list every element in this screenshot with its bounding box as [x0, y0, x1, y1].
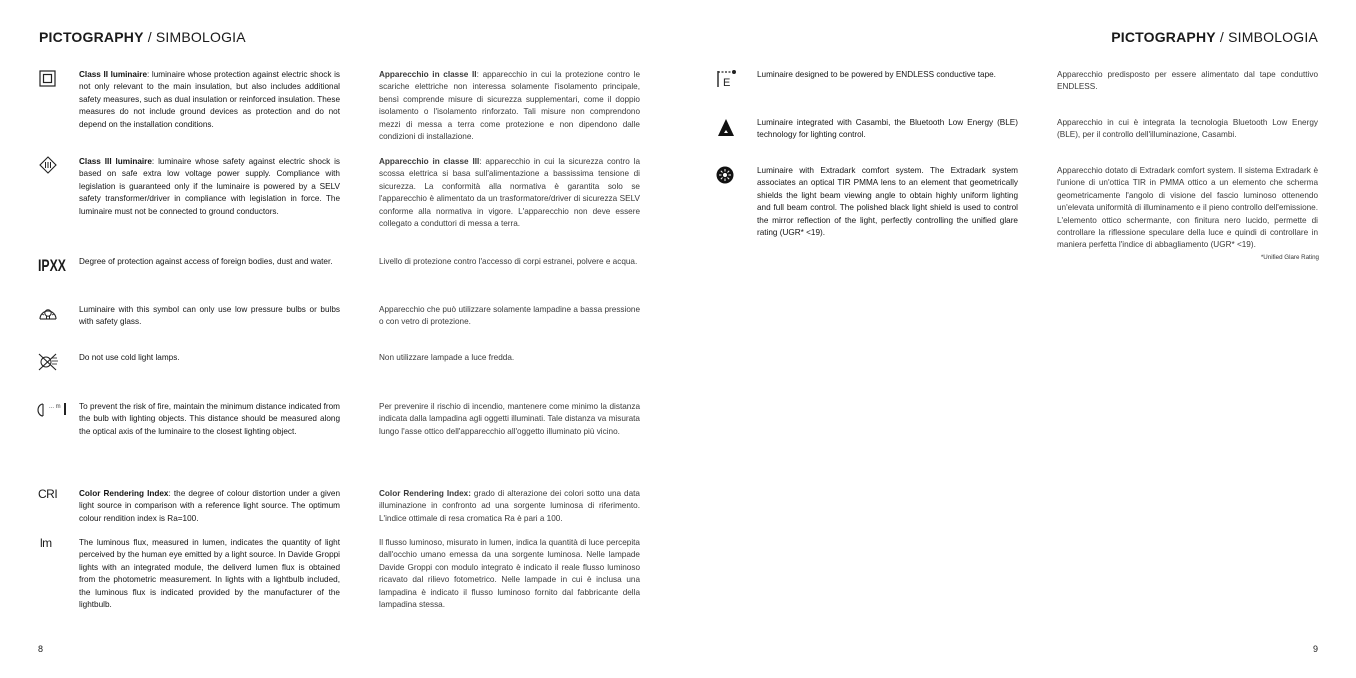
it-text: Apparecchio dotato di Extradark comfort system. Il sistema Extradark è l'unione di un'ottica TIR in PMMA ottico a un elemento che scherma geometricamente l'angolo di visione del fascio luminoso ottenendo un'elevata uniformità di illuminamento e il pieno controllo dell'emissione. L'elemento ottico schermante, con finitura nero lucido, permette di controllare la riflessione speculare della luce e quindi di controllare in maniera perfetta l'indice di abbagliamento (UGR* <19). — [1057, 166, 1318, 250]
en-description — [757, 165, 1018, 239]
title-rest: / SIMBOLOGIA — [143, 29, 246, 45]
en-description — [757, 69, 1018, 81]
en-text: The luminous flux, measured in lumen, indicates the quantity of light perceived by the human eye emitted by a light source. In Davide Groppi lights with an integrated module, the deliverd lumen flux is obtained from the photometric measurement. In lights with a lightbulb included, the luminous flux is indicated provided by the manufacturer of the lightbulb. — [79, 538, 340, 610]
ipxx-label: IPXX — [38, 256, 66, 275]
class-ii-icon — [37, 69, 59, 89]
low-pressure-bulb-icon — [37, 304, 59, 324]
cri-label: CRI — [38, 487, 58, 501]
it-description — [379, 69, 640, 143]
en-description — [79, 352, 340, 364]
en-description — [79, 69, 340, 131]
en-description — [79, 156, 340, 218]
no-cold-light-lamp-icon — [37, 352, 59, 372]
minimum-distance-icon — [37, 401, 71, 421]
it-description — [1057, 69, 1318, 94]
en-lead: Class II luminaire — [79, 70, 148, 79]
en-description — [79, 488, 340, 525]
it-description — [379, 537, 640, 611]
en-description — [79, 256, 340, 268]
lumen-icon — [37, 537, 67, 557]
it-description — [379, 352, 640, 364]
it-text: Per prevenire il rischio di incendio, mantenere come minimo la distanza indicata dalla lampadina agli oggetti illuminati. Tale distanza va misurata lungo l'asse ottico dell'apparecchio all'oggetto illuminato più vicino. — [379, 402, 640, 436]
it-description — [1057, 117, 1318, 142]
it-description — [379, 401, 640, 438]
en-text: : the degree of colour distortion under a given light source in comparison with a reference light source. The optimum colour rendition index is Ra=100. — [79, 489, 340, 523]
page-title — [39, 29, 246, 45]
it-lead: Apparecchio in classe III — [379, 157, 480, 166]
it-text: grado di alterazione dei colori sotto una data illuminazione in confronto ad una sorgente luminosa di riferimento. L'indice ottimale di resa cromatica Ra è pari a 100. — [379, 489, 640, 523]
distance-label: ... m — [49, 404, 61, 410]
page-number: 8 — [38, 644, 44, 654]
title-bold: PICTOGRAPHY — [39, 29, 144, 45]
it-lead: Apparecchio in classe II — [379, 70, 477, 79]
en-text: : luminaire whose protection against electric shock is not only relevant to the main insulation, but also includes additional safety measures, such as dual insulation or reinforced insulation. These measures do not include ground devices as protection and do not depend on the installation conditions. — [79, 70, 340, 129]
it-text: Non utilizzare lampade a luce fredda. — [379, 353, 515, 362]
en-text: Do not use cold light lamps. — [79, 353, 180, 362]
it-text: Il flusso luminoso, misurato in lumen, indica la quantità di luce percepita dall'occhio umano emessa da una sorgente luminosa. Nelle lampade Davide Groppi con modulo integrato è indicato il reale flusso luminoso ricavato dal rilievo fotometrico. Nelle lampade in cui è inclusa una lampadina è indicato il flusso luminoso fornito dal fabbricante della lampadina stessa. — [379, 538, 640, 610]
en-lead: Class III luminaire — [79, 157, 152, 166]
en-text: Luminaire integrated with Casambi, the Bluetooth Low Energy (BLE) technology for lighting control. — [757, 118, 1018, 140]
lumen-label: lm — [40, 536, 52, 550]
en-text: Degree of protection against access of foreign bodies, dust and water. — [79, 257, 333, 266]
page-title — [1111, 29, 1318, 45]
it-description — [379, 488, 640, 525]
en-text: Luminaire with this symbol can only use low pressure bulbs or bulbs with safety glass. — [79, 305, 340, 327]
footnote: *Unified Glare Rating — [1260, 254, 1319, 261]
title-rest: / SIMBOLOGIA — [1215, 29, 1318, 45]
endless-tape-icon — [716, 69, 738, 89]
en-text: Luminaire with Extradark comfort system. The Extradark system associates an optical TIR PMMA lens to an element that geometrically shields the light beam viewing angle to obtain highly uniform lighting and full beam control. The polished black light shield is used to control the mirror reflection of the light, perfectly controlling the unified glare rating (UGR* <19). — [757, 166, 1018, 238]
it-text: : apparecchio in cui la sicurezza contro la scossa elettrica si basa sull'alimentazione a bassissima tensione di sicurezza. La conformità alla normativa è garantita solo se l'apparecchio è alimentato da un trasformatore/driver di sicurezza SELV conforme alla normativa in vigore. L'apparecchio non deve essere collegato a conduttori di messa a terra. — [379, 157, 640, 229]
right-page — [678, 0, 1356, 678]
surface-bar — [64, 403, 66, 415]
extradark-icon — [716, 165, 738, 185]
en-description — [757, 117, 1018, 142]
casambi-icon — [716, 117, 738, 137]
it-text: Apparecchio in cui è integrata la tecnologia Bluetooth Low Energy (BLE), per il controllo dell'illuminazione, Casambi. — [1057, 118, 1318, 140]
en-text: : luminaire whose safety against electric shock is based on safe extra low voltage power supply. Compliance with legislation is guaranteed only if the luminaire is powered by a SELV safety transformer/driver in compliance with legislation in force. The luminaire must not be connected to ground conductors. — [79, 157, 340, 216]
en-description — [79, 304, 340, 329]
svg-text:E: E — [723, 77, 731, 89]
class-iii-icon — [37, 156, 59, 176]
en-description — [79, 537, 340, 611]
title-bold: PICTOGRAPHY — [1111, 29, 1216, 45]
it-description — [1057, 165, 1318, 252]
ipxx-icon — [37, 256, 73, 276]
en-text: Luminaire designed to be powered by ENDLESS conductive tape. — [757, 70, 996, 79]
it-text: Apparecchio predisposto per essere alimentato dal tape conduttivo ENDLESS. — [1057, 70, 1318, 92]
cri-icon — [37, 488, 67, 508]
it-description — [379, 156, 640, 230]
en-description — [79, 401, 340, 438]
en-lead: Color Rendering Index — [79, 489, 169, 498]
it-text: : apparecchio in cui la protezione contro le scariche elettriche non interessa solamente l'isolamento principale, bensì comprende misure di sicurezza supplementari, come il doppio isolamento o l'isolamento rinforzato. Tali misure non comprendono mezzi di messa a terra come protezione e non dipendono dalle condizioni di installazione. — [379, 70, 640, 142]
it-description — [379, 256, 640, 268]
it-text: Livello di protezione contro l'accesso di corpi estranei, polvere e acqua. — [379, 257, 638, 266]
page-number: 9 — [1312, 644, 1318, 654]
it-text: Apparecchio che può utilizzare solamente lampadine a bassa pressione o con vetro di protezione. — [379, 305, 640, 327]
it-description — [379, 304, 640, 329]
it-lead: Color Rendering Index: — [379, 489, 471, 498]
en-text: To prevent the risk of fire, maintain the minimum distance indicated from the bulb with lighting objects. This distance should be measured along the optical axis of the luminaire to the closest lighting object. — [79, 402, 340, 436]
